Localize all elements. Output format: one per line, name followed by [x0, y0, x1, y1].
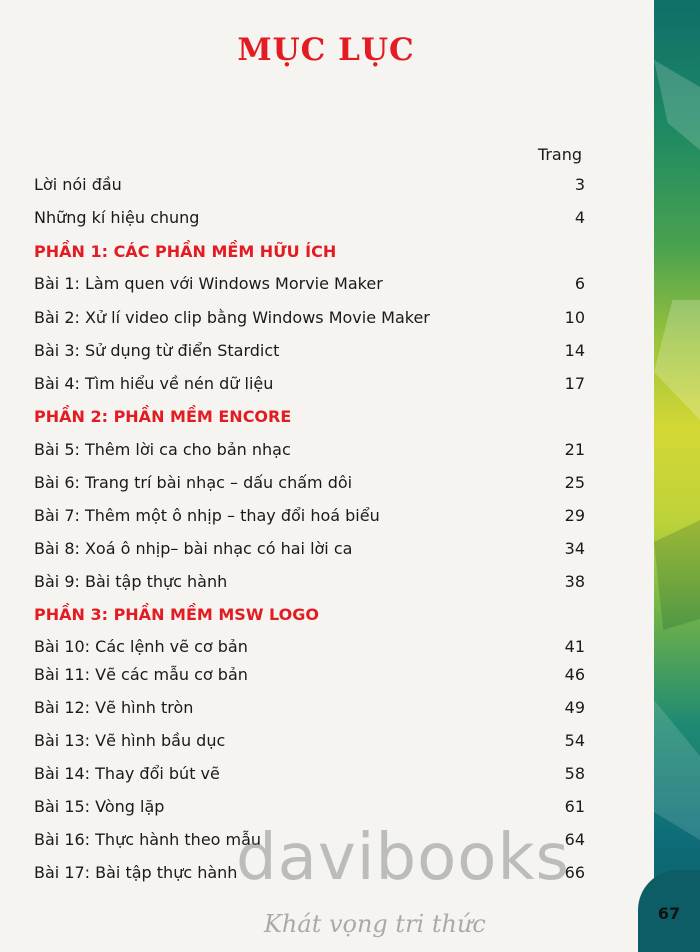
toc-entry-page: 6	[574, 274, 585, 293]
toc-entry-label: Những kí hiệu chung	[34, 208, 200, 227]
toc-entry	[34, 174, 585, 196]
toc-entry-label: Bài 11: Vẽ các mẫu cơ bản	[34, 665, 248, 684]
watermark-brand: davibooks	[236, 821, 570, 895]
page-column-header: Trang	[537, 145, 582, 164]
toc-entry-page: 29	[564, 506, 585, 525]
toc-entry-page: 49	[564, 698, 585, 717]
section-heading: PHẦN 1: CÁC PHẦN MỀM HỮU ÍCH	[34, 242, 337, 261]
toc-entry	[34, 373, 585, 395]
toc-entry	[34, 207, 585, 229]
toc-entry-label: Bài 17: Bài tập thực hành	[34, 863, 238, 882]
watermark-tagline: Khát vọng tri thức	[264, 910, 486, 938]
toc-entry	[34, 439, 585, 461]
toc-entry-label: Bài 16: Thực hành theo mẫu	[34, 830, 262, 849]
toc-entry	[34, 697, 585, 719]
toc-entry-label: Bài 2: Xử lí video clip bằng Windows Movie Maker	[34, 308, 430, 327]
toc-entry-page: 17	[564, 374, 585, 393]
section-heading: PHẦN 2: PHẦN MỀM ENCORE	[34, 407, 292, 426]
toc-entry-page: 14	[564, 341, 585, 360]
toc-entry	[34, 340, 585, 362]
toc-entry	[34, 571, 585, 593]
toc-entry-page: 10	[564, 308, 585, 327]
toc-entry-page: 25	[564, 473, 585, 492]
toc-entry-page: 58	[564, 764, 585, 783]
page-number: 67	[657, 904, 681, 923]
toc-entry-page: 64	[564, 830, 585, 849]
toc-entry-label: Bài 12: Vẽ hình tròn	[34, 698, 194, 717]
toc-entry	[34, 636, 585, 658]
toc-entry-label: Bài 5: Thêm lời ca cho bản nhạc	[34, 440, 291, 459]
toc-entry-page: 34	[564, 539, 585, 558]
toc-entry	[34, 538, 585, 560]
toc-entry-label: Bài 13: Vẽ hình bầu dục	[34, 731, 226, 750]
toc-entry	[34, 730, 585, 752]
toc-entry-label: Bài 4: Tìm hiểu về nén dữ liệu	[34, 374, 274, 393]
toc-entry-label: Bài 15: Vòng lặp	[34, 797, 165, 816]
toc-entry-label: Bài 9: Bài tập thực hành	[34, 572, 228, 591]
toc-entry	[34, 664, 585, 686]
page-title: MỤC LỤC	[237, 32, 415, 68]
toc-entry-page: 66	[564, 863, 585, 882]
toc-entry	[34, 505, 585, 527]
toc-entry-label: Bài 10: Các lệnh vẽ cơ bản	[34, 637, 248, 656]
toc-entry	[34, 796, 585, 818]
toc-entry-label: Bài 1: Làm quen với Windows Morvie Maker	[34, 274, 383, 293]
toc-entry-page: 61	[564, 797, 585, 816]
toc-entry-label: Bài 3: Sử dụng từ điển Stardict	[34, 341, 280, 360]
toc-entry-label: Bài 6: Trang trí bài nhạc – dấu chấm dôi	[34, 473, 353, 492]
toc-entry-label: Bài 14: Thay đổi bút vẽ	[34, 764, 220, 783]
toc-entry-page: 3	[574, 175, 585, 194]
toc-entry-label: Bài 8: Xoá ô nhịp– bài nhạc có hai lời ca	[34, 539, 353, 558]
toc-entry-label: Lời nói đầu	[34, 175, 122, 194]
section-heading: PHẦN 3: PHẦN MỀM MSW LOGO	[34, 605, 319, 624]
toc-entry-page: 21	[564, 440, 585, 459]
toc-entry-page: 4	[574, 208, 585, 227]
toc-entry	[34, 273, 585, 295]
toc-entry-page: 46	[564, 665, 585, 684]
toc-entry-page: 54	[564, 731, 585, 750]
toc-entry	[34, 307, 585, 329]
toc-entry-label: Bài 7: Thêm một ô nhịp – thay đổi hoá biểu	[34, 506, 380, 525]
toc-entry	[34, 763, 585, 785]
toc-entry	[34, 472, 585, 494]
toc-entry-page: 41	[564, 637, 585, 656]
toc-entry-page: 38	[564, 572, 585, 591]
